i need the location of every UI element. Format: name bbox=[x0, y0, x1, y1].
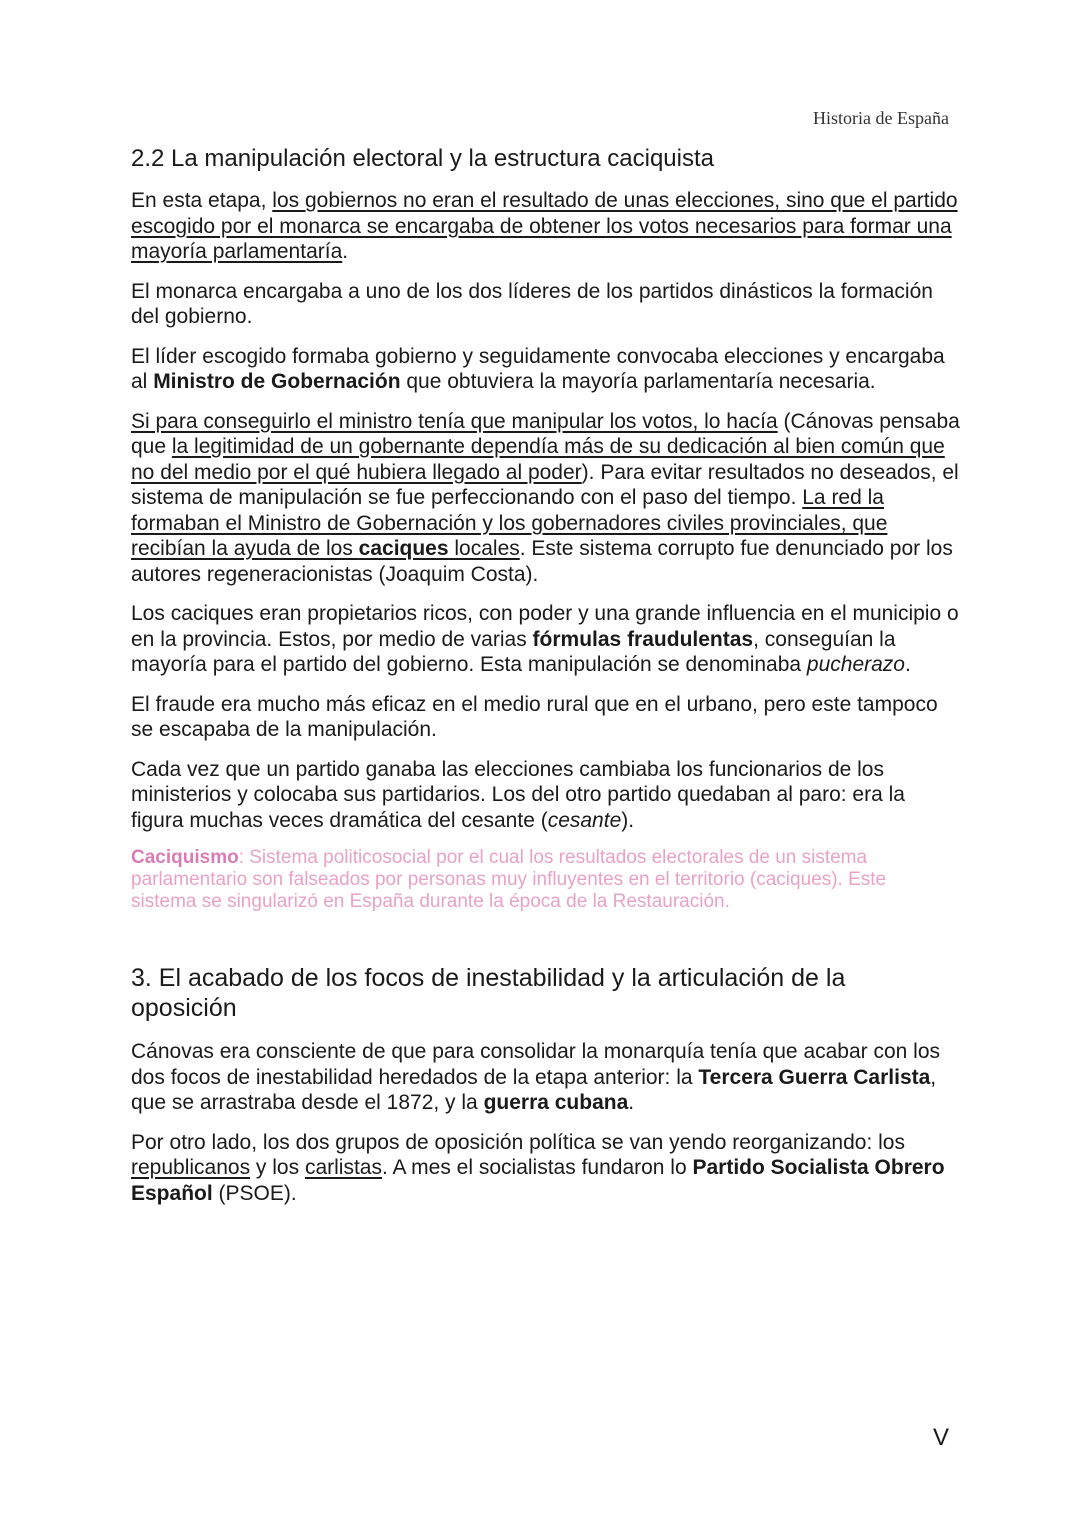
text-run: que obtuviera la mayoría parlamentaría necesaria. bbox=[400, 370, 876, 393]
paragraph bbox=[131, 601, 961, 678]
text-run: . A mes el socialistas fundaron lo bbox=[381, 1156, 693, 1179]
text-run: ). bbox=[621, 808, 635, 832]
bold-term: caciques bbox=[358, 537, 449, 560]
underlined-text: Si para conseguirlo el ministro tenía que manipular los votos, lo hacía bbox=[131, 409, 778, 433]
underlined-text: los gobiernos no eran el resultado de unas elecciones, sino que el partido escogido por el monarca se encargaba de obtener los votos necesarios para formar una mayoría parlamentaría bbox=[131, 189, 958, 263]
bold-term: Tercera Guerra Carlista bbox=[698, 1065, 931, 1089]
paragraph bbox=[131, 757, 961, 834]
paragraph bbox=[131, 409, 961, 588]
paragraph bbox=[131, 1130, 961, 1207]
text-run: , que se arrastraba desde el 1872, y la bbox=[131, 1065, 937, 1114]
italic-term: pucherazo bbox=[806, 653, 905, 676]
text-run: . bbox=[905, 653, 911, 676]
paragraph: El monarca encargaba a uno de los dos líderes de los partidos dinásticos la formación del gobierno. bbox=[131, 279, 933, 328]
underlined-text: carlistas bbox=[304, 1156, 382, 1179]
text-run: En esta etapa, bbox=[131, 189, 273, 212]
paragraph bbox=[131, 188, 961, 265]
definition-term: Caciquismo bbox=[131, 847, 239, 868]
text-run: , conseguían la mayoría para el partido del gobierno. Esta manipulación se denominaba bbox=[131, 627, 896, 676]
paragraph bbox=[131, 344, 961, 395]
text-run: . bbox=[342, 240, 349, 263]
running-header: Historia de España bbox=[813, 108, 949, 128]
text-run: Por otro lado, los dos grupos de oposición política se van yendo reorganizando: los bbox=[131, 1130, 905, 1154]
bold-term: guerra cubana bbox=[483, 1091, 629, 1114]
underlined-text: la legitimidad de un gobernante dependía más de su dedicación al bien común que no del medio por el qué hubiera llegado al poder bbox=[131, 435, 945, 484]
section-heading-2-2: 2.2 La manipulación electoral y la estructura caciquista bbox=[131, 145, 714, 172]
paragraph: El fraude era mucho más eficaz en el medio rural que en el urbano, pero este tampoco se escapaba de la manipulación. bbox=[131, 692, 938, 741]
definition-text: : Sistema politicosocial por el cual los resultados electorales de un sistema parlamentario son falseados por personas muy influyentes en el territorio (caciques). Este sistema se singularizó en España durante la época de la Restauración. bbox=[131, 847, 887, 912]
underlined-text: republicanos bbox=[131, 1156, 251, 1179]
text-run: Cánovas era consciente de que para consolidar la monarquía tenía que acabar con los dos focos de inestabilidad heredados de la etapa anterior: la bbox=[131, 1040, 941, 1089]
definition-box bbox=[131, 847, 931, 913]
text-run: ). Para evitar resultados no deseados, el sistema de manipulación se fue perfeccionando con el paso del tiempo. bbox=[131, 460, 959, 509]
page-content bbox=[131, 144, 961, 1220]
page-number: V bbox=[932, 1424, 949, 1451]
text-run: El líder escogido formaba gobierno y seguidamente convocaba elecciones y encargaba al bbox=[131, 344, 945, 393]
bold-term: fórmulas fraudulentas bbox=[532, 627, 754, 651]
text-run: . Este sistema corrupto fue denunciado por los autores regeneracionistas (Joaquim Costa). bbox=[131, 537, 953, 586]
text-run: La red la formaban el Ministro de Gobernación y los gobernadores civiles provinciales, que recibían la ayuda de los bbox=[131, 486, 888, 560]
section-heading-3: 3. El acabado de los focos de inestabilidad y la articulación de la oposición bbox=[131, 964, 846, 1022]
text-run: . bbox=[628, 1091, 635, 1114]
bold-term: Partido Socialista Obrero Español bbox=[131, 1156, 945, 1205]
paragraph bbox=[131, 1039, 961, 1116]
italic-term: cesante bbox=[547, 808, 622, 832]
text-run: (PSOE). bbox=[212, 1181, 297, 1205]
text-run: (Cánovas pensaba que bbox=[131, 409, 960, 458]
text-run: Cada vez que un partido ganaba las elecciones cambiaba los funcionarios de los ministerios y colocaba sus partidarios. Los del otro partido quedaban al paro: era la figura muchas veces dramática del cesante ( bbox=[131, 757, 905, 832]
bold-term: Ministro de Gobernación bbox=[153, 370, 401, 393]
text-run: locales bbox=[448, 537, 520, 560]
text-run: y los bbox=[250, 1156, 305, 1179]
text-run: Los caciques eran propietarios ricos, con poder y una grande influencia en el municipio o en la provincia. Estos, por medio de varias bbox=[131, 602, 959, 651]
